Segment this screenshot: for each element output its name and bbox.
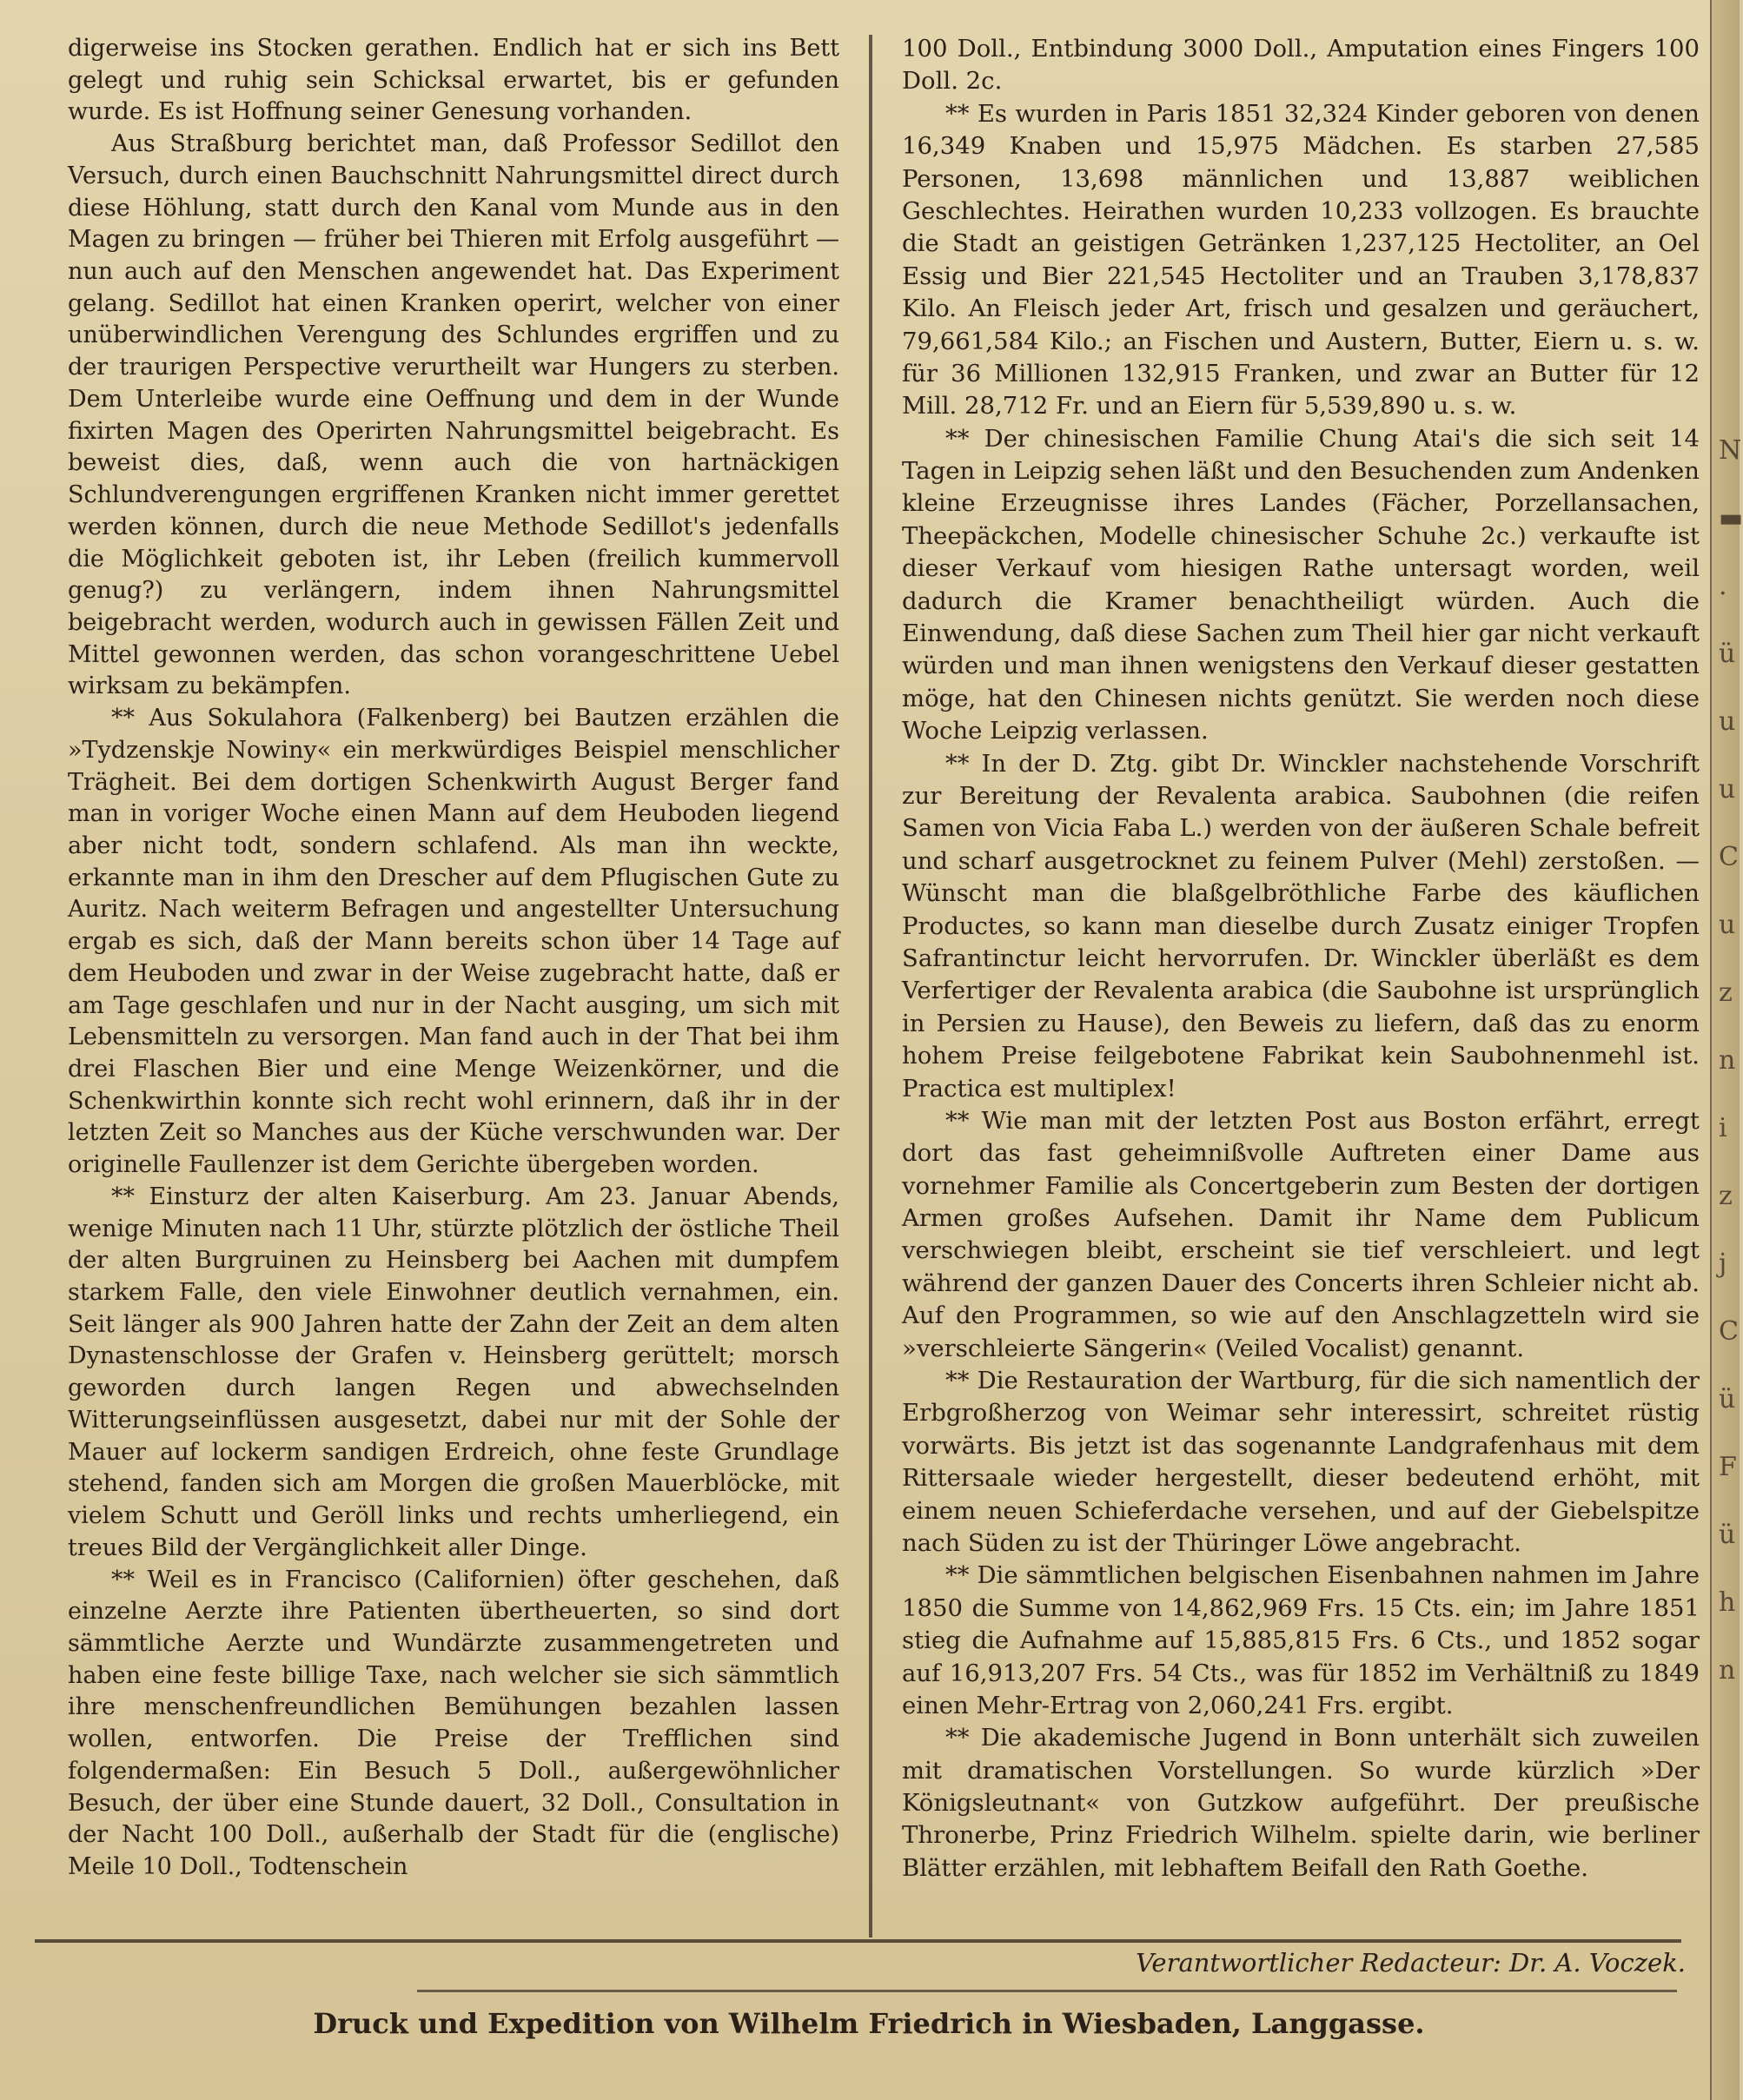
article-wartburg: ** Die Restauration der Wartburg, für die sich namentlich der Erbgroßherzog von Weimar sehr interessirt, schreitet rüstig vorwärts. Bis jetzt ist das sogenannte Landgrafenhaus mit dem Rittersaale wieder hergestellt, dieser bedeutend erhöht, mit einem neuen Schieferdache versehen, und auf der Giebelspitze nach Süden zu ist der Thüringer Löwe angebracht. bbox=[902, 1367, 1700, 1557]
column-divider bbox=[869, 35, 872, 1938]
article-boston: ** Wie man mit der letzten Post aus Boston erfährt, erregt dort das fast geheimnißvolle Auftreten einer Dame aus vornehmer Familie als Concertgeberin zum Besten der dortigen Armen großes Aufsehen. Damit ihr Name dem Publicum verschwiegen bleibt, erscheint sie tief verschleiert. und legt während der ganzen Dauer des Concerts ihren Schleier nicht ab. Auf den Programmen, so wie auf den Anschlagzetteln wird sie »verschleierte Sängerin« (Veiled Vocalist) genannt. bbox=[902, 1106, 1700, 1362]
imprint-rule bbox=[417, 1990, 1677, 1992]
left-column bbox=[68, 33, 839, 1884]
article-kaiserburg: ** Einsturz der alten Kaiserburg. Am 23. Januar Abends, wenige Minuten nach 11 Uhr, stürzte plötzlich der östliche Theil der alten Burgruinen zu Heinsberg bei Aachen mit dumpfem starkem Falle, den viele Einwohner deutlich vernahmen, ein. Seit länger als 900 Jahren hatte der Zahn der Zeit an dem alten Dynastenschlosse der Grafen v. Heinsberg gerüttelt; morsch geworden durch langen Regen und abwechselnden Witterungseinflüssen ausgesetzt, dabei nur mit der Sohle der Mauer auf lockerm sandigen Erdreich, ohne feste Grundlage stehend, fanden sich am Morgen die großen Mauerblöcke, mit vielem Schutt und Geröll links und rechts umherliegend, ein treues Bild der Vergänglichkeit aller Dinge. bbox=[68, 1182, 839, 1561]
article-francisco-continued: 100 Doll., Entbindung 3000 Doll., Amputation eines Fingers 100 Doll. 2c. bbox=[902, 35, 1700, 96]
article-sokulahora: ** Aus Sokulahora (Falkenberg) bei Bautzen erzählen die »Tydzenskje Nowiny« ein merkwürdiges Beispiel menschlicher Trägheit. Bei dem dortigen Schenkwirth August Berger fand man in voriger Woche einen Mann auf dem Heuboden liegend aber nicht todt, sondern schlafend. Als man ihn weckte, erkannte man in ihm den Drescher auf dem Pflugischen Gute zu Auritz. Nach weiterm Befragen und angestellter Untersuchung ergab es sich, daß der Mann bereits schon über 14 Tage auf dem Heuboden und zwar in der Weise zugebracht hatte, daß er am Tage geschlafen und nur in der Nacht ausging, um sich mit Lebensmitteln zu versorgen. Man fand auch in der That bei ihm drei Flaschen Bier und eine Menge Weizenkörner, und die Schenkwirthin konnte sich recht wohl erinnern, daß ihr in der letzten Zeit so Manches aus der Küche verschwunden war. Der originelle Faullenzer ist dem Gerichte übergeben worden. bbox=[68, 705, 839, 1179]
article-belgian-railways: ** Die sämmtlichen belgischen Eisenbahnen nahmen im Jahre 1850 die Summe von 14,862,969 Frs. 15 Cts. ein; im Jahre 1851 stieg die Aufnahme auf 15,885,815 Frs. 6 Cts., und 1852 sogar auf 16,913,207 Frs. 54 Cts., was für 1852 im Verhältniß zu 1849 einen Mehr-Ertrag von 2,060,241 Frs. ergibt. bbox=[902, 1561, 1700, 1719]
article-revalenta: ** In der D. Ztg. gibt Dr. Winckler nachstehende Vorschrift zur Bereitung der Revalenta arabica. Saubohnen (die reifen Samen von Vicia Faba L.) werden von der äußeren Schale befreit und scharf ausgetrocknet zu feinem Pulver (Mehl) zerstoßen. — Wünscht man die blaßgelbröthliche Farbe des käuflichen Productes, so kann man dieselbe durch Zusatz einiger Tropfen Safrantinctur leicht hervorrufen. Dr. Winckler überläßt es dem Verfertiger der Revalenta arabica (die Saubohne ist ursprünglich in Persien zu Hause), den Beweis zu liefern, daß das zu enorm hohem Preise feilgebotene Fabrikat kein Saubohnenmehl ist. Practica est multiplex! bbox=[902, 749, 1700, 1103]
article-paris: ** Es wurden in Paris 1851 32,324 Kinder geboren von denen 16,349 Knaben und 15,975 Mädchen. Es starben 27,585 Personen, 13,698 männlichen und 13,887 weiblichen Geschlechtes. Heirathen wurden 10,233 vollzogen. Es brauchte die Stadt an geistigen Getränken 1,237,125 Hectoliter, an Oel Essig und Bier 221,545 Hectoliter und an Trauben 3,178,837 Kilo. An Fleisch jeder Art, frisch und gesalzen und geräuchert, 79,661,584 Kilo.; an Fischen und Austern, Butter, Eiern u. s. w. für 36 Millionen 132,915 Franken, und zwar an Butter für 12 Mill. 28,712 Fr. und an Eiern für 5,539,890 u. s. w. bbox=[902, 99, 1700, 421]
footer-rule bbox=[35, 1939, 1681, 1943]
editor-credit: Verantwortlicher Redacteur: Dr. A. Voczek. bbox=[1136, 1948, 1686, 1977]
printer-imprint: Druck und Expedition von Wilhelm Friedrich in Wiesbaden, Langgasse. bbox=[313, 2007, 1425, 2040]
article-francisco: ** Weil es in Francisco (Californien) öfter geschehen, daß einzelne Aerzte ihre Patienten übertheuerten, so sind dort sämmtliche Aerzte und Wundärzte zusammengetreten und haben eine feste billige Taxe, nach welcher sie sich sämmtlich ihre menschenfreundlichen Bemühungen bezahlen lassen wollen, entworfen. Die Preise der Trefflichen sind folgendermaßen: Ein Besuch 5 Doll., außergewöhnlicher Besuch, der über eine Stunde dauert, 32 Doll., Consultation in der Nacht 100 Doll., außerhalb der Stadt für die (englische) Meile 10 Doll., Todtenschein bbox=[68, 1566, 839, 1880]
article-continuation: digerweise ins Stocken gerathen. Endlich hat er sich ins Bett gelegt und ruhig sein Schicksal erwartet, bis er gefunden wurde. Es ist Hoffnung seiner Genesung vorhanden. bbox=[68, 35, 839, 126]
article-chinese-family: ** Der chinesischen Familie Chung Atai's die sich seit 14 Tagen in Leipzig sehen läßt und den Besuchenden zum Andenken kleine Erzeugnisse ihres Landes (Fächer, Porzellansachen, Theepäckchen, Modelle chinesischer Schuhe 2c.) verkaufte ist dieser Verkauf vom hiesigen Rathe untersagt worden, weil dadurch die Kramer benachtheiligt würden. Auch die Einwendung, daß diese Sachen zum Theil hier gar nicht verkauft würden und man ihnen wenigstens den Verkauf dieser gestatten möge, hat den Chinesen nichts genützt. Sie werden noch diese Woche Leipzig verlassen. bbox=[902, 424, 1700, 745]
right-column bbox=[902, 33, 1700, 1885]
adjacent-page-glyphs: N ▬ . ü u u C u z n i z j C ü F ü h n bbox=[1719, 435, 1743, 1686]
article-bonn: ** Die akademische Jugend in Bonn unterhält sich zuweilen mit dramatischen Vorstellungen. So wurde kürzlich »Der Königsleutnant« von Gutzkow aufgeführt. Der preußische Thronerbe, Prinz Friedrich Wilhelm. spielte darin, wie berliner Blätter erzählen, mit lebhaftem Beifall den Rath Goethe. bbox=[902, 1724, 1700, 1882]
article-strassburg: Aus Straßburg berichtet man, daß Professor Sedillot den Versuch, durch einen Bauchschnitt Nahrungsmittel direct durch diese Höhlung, statt durch den Kanal vom Munde aus in den Magen zu bringen — früher bei Thieren mit Erfolg ausgeführt — nun auch auf den Menschen angewendet hat. Das Experiment gelang. Sedillot hat einen Kranken operirt, welcher von einer unüberwindlichen Verengung des Schlundes ergriffen und zu der traurigen Perspective verurtheilt war Hungers zu sterben. Dem Unterleibe wurde eine Oeffnung und dem in der Wunde fixirten Magen des Operirten Nahrungsmittel beigebracht. Es beweist dies, daß, wenn auch die von hartnäckigen Schlundverengungen ergriffenen Kranken nicht immer gerettet werden können, durch die neue Methode Sedillot's jedenfalls die Möglichkeit geboten ist, ihr Leben (freilich kummervoll genug?) zu verlängern, indem ihnen Nahrungsmittel beigebracht werden, wodurch auch in gewissen Fällen Zeit und Mittel gewonnen werden, das schon vorangeschrittene Uebel wirksam zu bekämpfen. bbox=[68, 130, 839, 700]
